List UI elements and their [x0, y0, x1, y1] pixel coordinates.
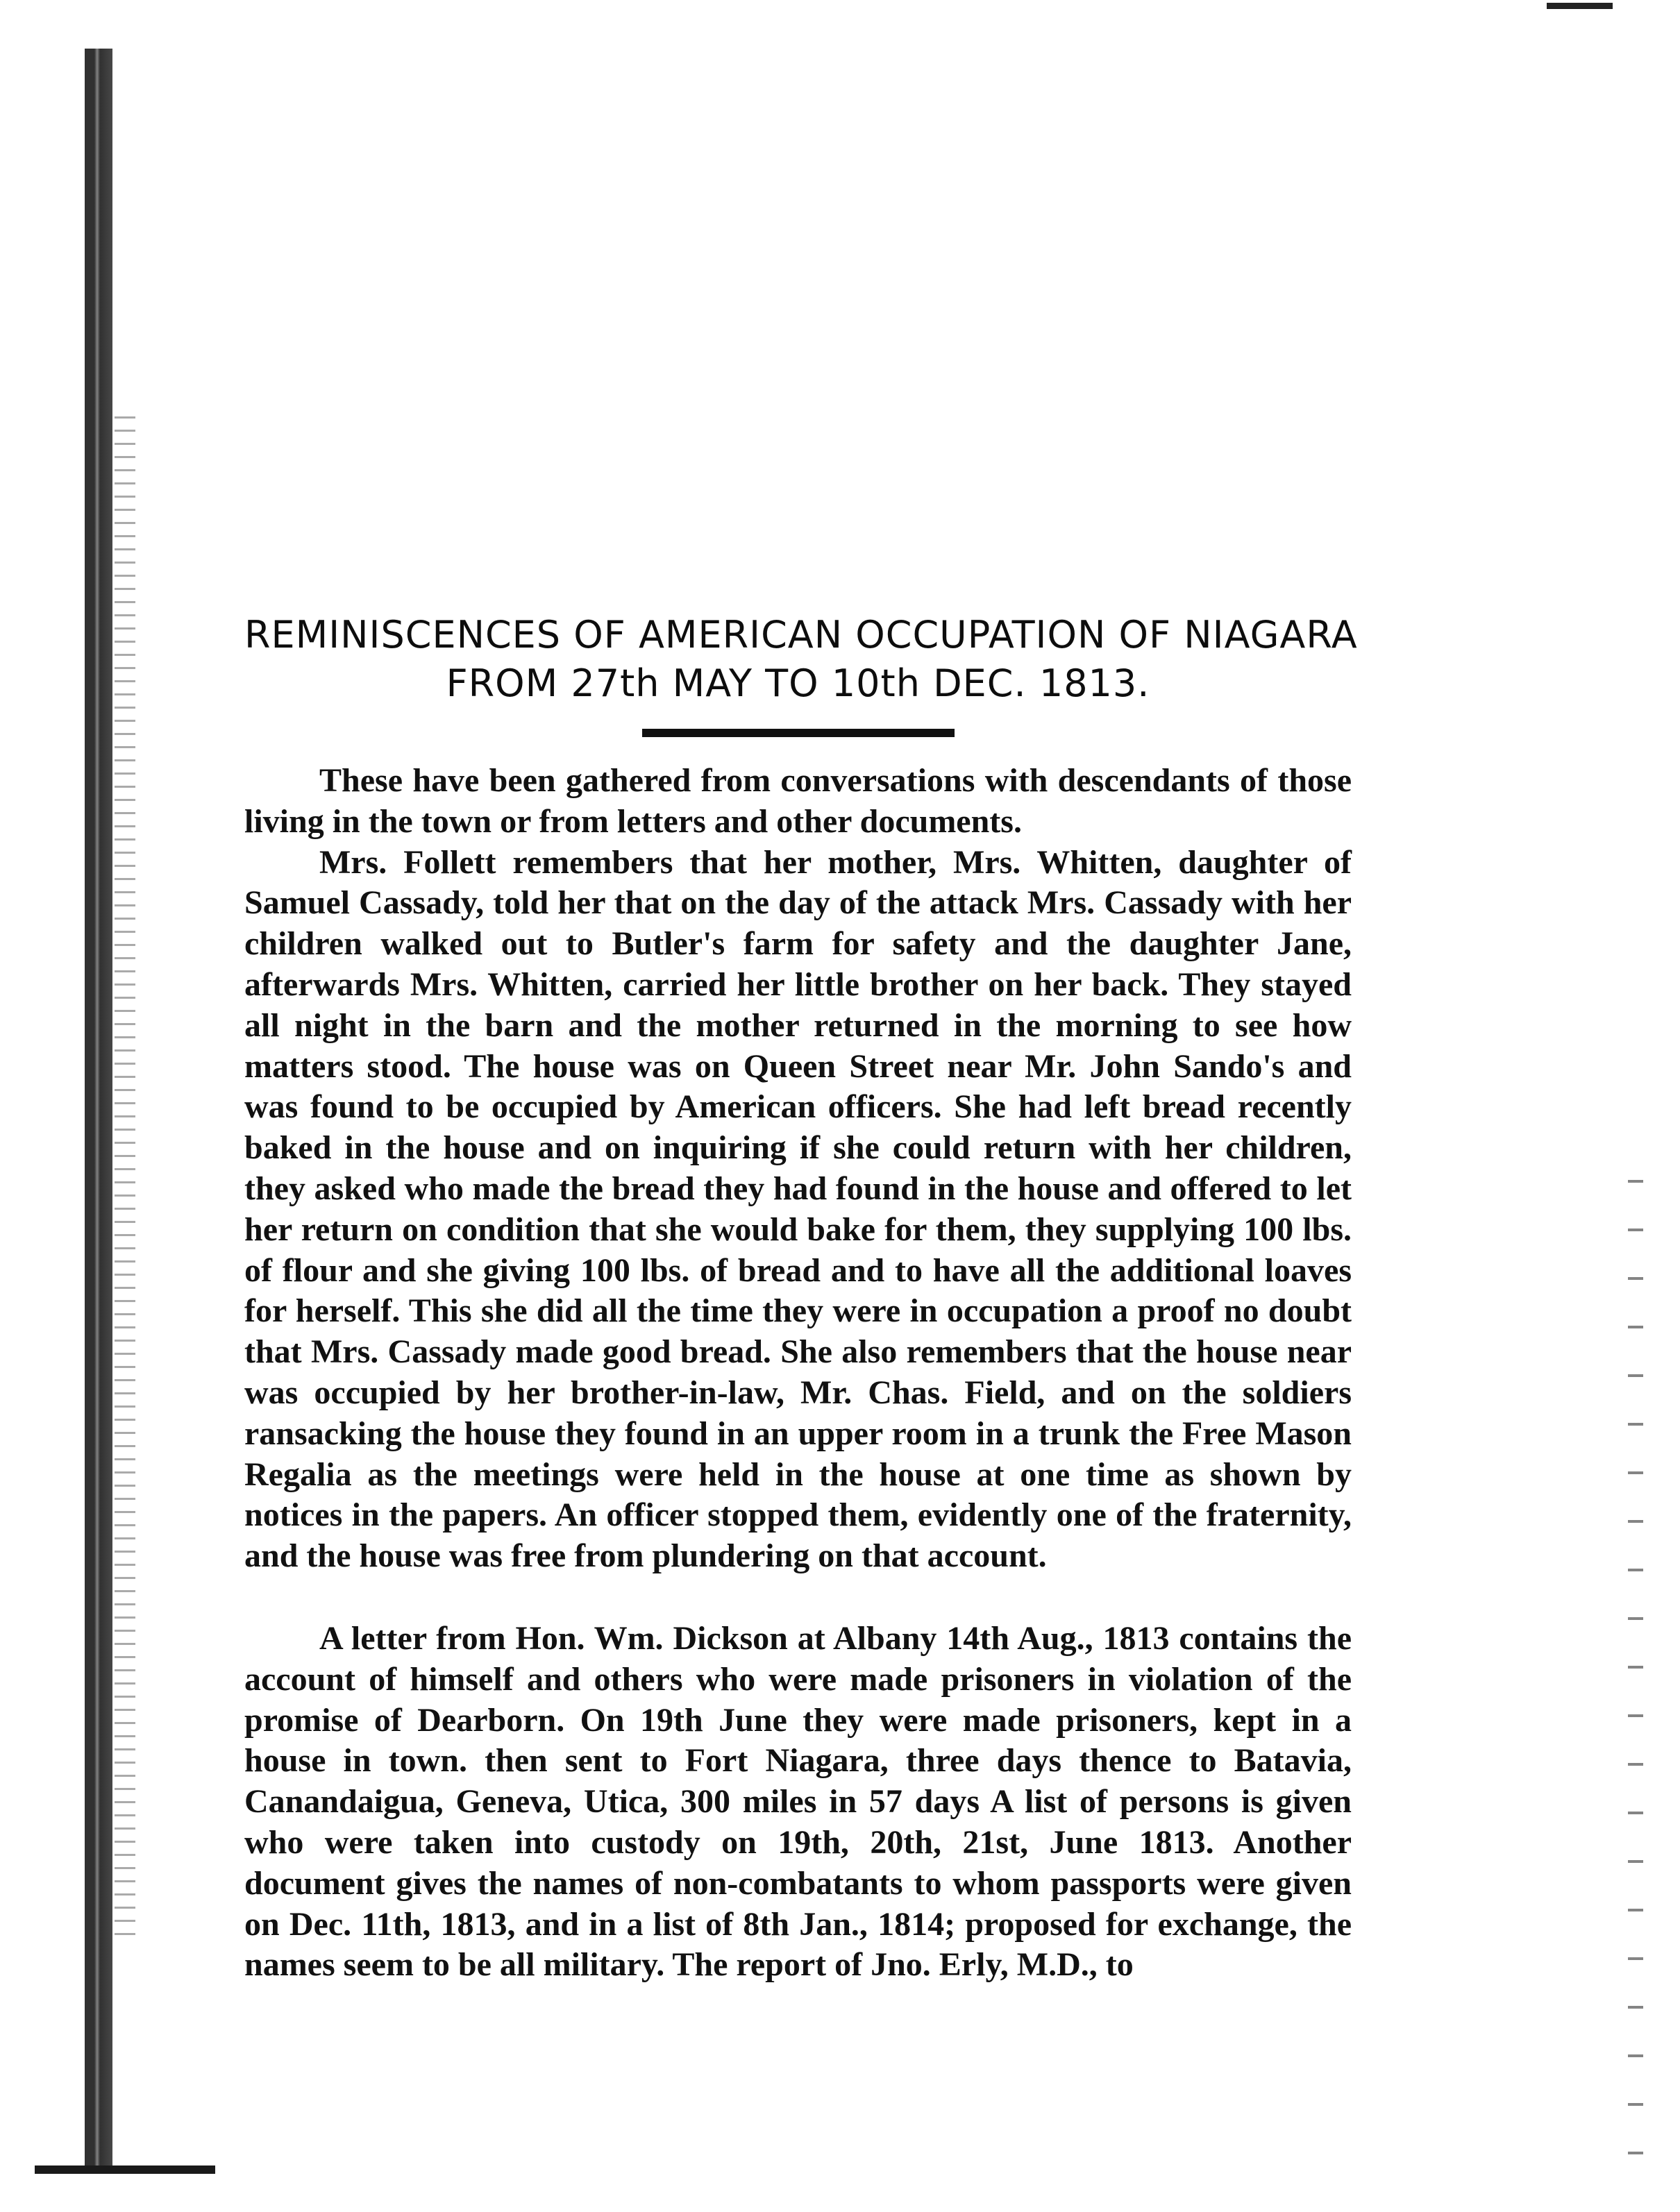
- paragraph-follett: Mrs. Follett remembers that her mother, Mrs. Whitten, daughter of Samuel Cassady, told her that on the day of the attack Mrs. Cassady with her children walked out to Butler's farm for safety and the daughter Jane, afterwards Mrs. Whitten, carried her little brother on her back. They stayed all night in the barn and the mother returned in the morning to see how matters stood. The house was on Queen Street near Mr. John Sando's and was found to be occupied by American officers. She had left bread recently baked in the house and on inquiring if she could return with her children, they asked who made the bread they had found in the house and offered to let her return on condition that she would bake for them, they supplying 100 lbs. of flour and she giving 100 lbs. of bread and to have all the additional loaves for herself. This she did all the time they were in occupation a proof no doubt that Mrs. Cassady made good bread. She also remembers that the house near was occupied by her brother-in-law, Mr. Chas. Field, and on the soldiers ransacking the house they found in an upper room in a trunk the Free Mason Regalia as the meetings were held in the house at one time as shown by notices in the papers. An officer stopped them, evidently one of the fraternity, and the house was free from plundering on that account.: [244, 843, 1352, 1575]
- page-content: [244, 611, 1358, 1986]
- scan-corner-mark: [1547, 3, 1613, 9]
- scan-edge-specks: [1628, 1180, 1643, 2186]
- title-rule: [642, 729, 955, 737]
- page-title: [244, 611, 1358, 708]
- title-line-2: FROM 27th MAY TO 10th DEC. 1813.: [446, 661, 1150, 705]
- title-line-1: REMINISCENCES OF AMERICAN OCCUPATION OF NIAGARA: [244, 613, 1358, 657]
- paragraph-dickson: A letter from Hon. Wm. Dickson at Albany 14th Aug., 1813 contains the account of himself and others who were made prisoners in violation of the promise of Dearborn. On 19th June they were made prisoners, kept in a house in town. then sent to Fort Niagara, three days thence to Batavia, Canandaigua, Geneva, Utica, 300 miles in 57 days A list of persons is given who were taken into custody on 19th, 20th, 21st, June 1813. Another document gives the names of non-combatants to whom passports were given on Dec. 11th, 1813, and in a list of 8th Jan., 1814; proposed for exchange, the names seem to be all military. The report of Jno. Erly, M.D., to: [244, 1619, 1352, 1984]
- paragraph-intro: These have been gathered from conversations with descendants of those living in the town or from letters and other documents.: [244, 762, 1352, 840]
- scan-binding-edge: [85, 49, 112, 2172]
- scan-binding-foot: [35, 2165, 215, 2174]
- body-text: [244, 761, 1352, 1986]
- scan-binding-ticks: [115, 416, 135, 1943]
